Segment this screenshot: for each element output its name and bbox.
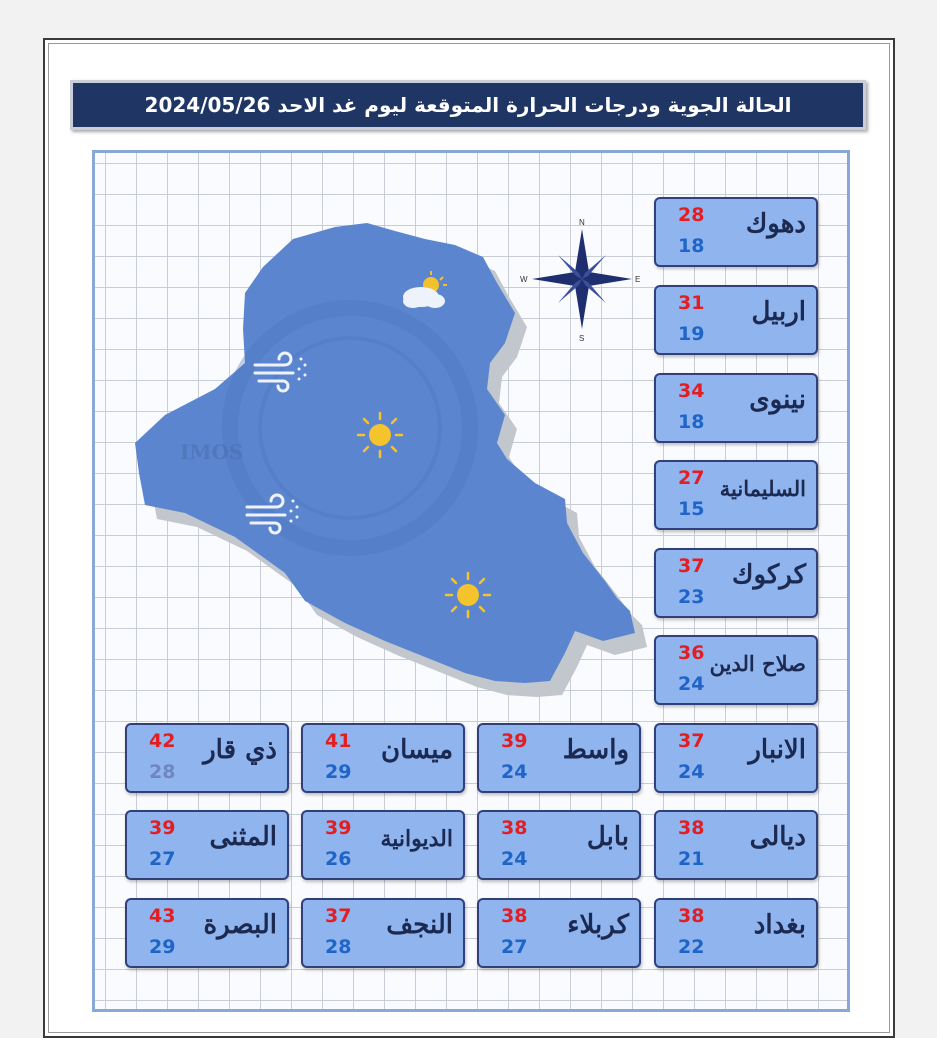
max-temp: 39 — [501, 730, 528, 752]
min-temp: 27 — [501, 936, 528, 958]
city-card — [477, 723, 641, 793]
min-temp: 26 — [325, 848, 352, 870]
min-temp: 22 — [678, 936, 705, 958]
city-name: الديوانية — [380, 826, 453, 852]
max-temp: 37 — [678, 555, 705, 577]
city-name: نينوى — [749, 385, 806, 415]
min-temp: 23 — [678, 586, 705, 608]
city-card — [477, 898, 641, 968]
min-temp: 28 — [149, 761, 176, 783]
max-temp: 38 — [678, 817, 705, 839]
city-card — [654, 197, 818, 267]
city-name: السليمانية — [719, 476, 806, 501]
max-temp: 39 — [325, 817, 352, 839]
title-text: الحالة الجوية ودرجات الحرارة المتوقعة ليوم غد الاحد 2024/05/26 — [144, 93, 792, 117]
city-name: بابل — [586, 822, 629, 852]
page-title — [70, 80, 866, 130]
sunny-icon — [358, 413, 402, 457]
max-temp: 38 — [501, 817, 528, 839]
min-temp: 29 — [149, 936, 176, 958]
city-card — [654, 285, 818, 355]
city-card — [125, 898, 289, 968]
min-temp: 29 — [325, 761, 352, 783]
max-temp: 42 — [149, 730, 176, 752]
min-temp: 18 — [678, 411, 705, 433]
min-temp: 18 — [678, 235, 705, 257]
min-temp: 24 — [678, 761, 705, 783]
city-card — [654, 548, 818, 618]
min-temp: 28 — [325, 936, 352, 958]
max-temp: 28 — [678, 204, 705, 226]
watermark-text: IMOS — [180, 440, 244, 464]
sunny-icon — [446, 573, 490, 617]
city-card — [125, 810, 289, 880]
city-name: الانبار — [748, 735, 806, 765]
city-name: كركوك — [732, 560, 806, 590]
min-temp: 24 — [501, 761, 528, 783]
city-card — [301, 723, 465, 793]
city-card — [654, 460, 818, 530]
max-temp: 43 — [149, 905, 176, 927]
max-temp: 31 — [678, 292, 705, 314]
city-name: دهوك — [745, 209, 806, 239]
max-temp: 38 — [501, 905, 528, 927]
min-temp: 27 — [149, 848, 176, 870]
city-name: ديالى — [749, 822, 806, 852]
min-temp: 24 — [678, 673, 705, 695]
compass-s: S — [579, 334, 585, 343]
city-card — [654, 723, 818, 793]
city-card — [654, 810, 818, 880]
city-name: المثنى — [209, 822, 277, 852]
city-card — [125, 723, 289, 793]
city-card — [301, 810, 465, 880]
city-name: النجف — [386, 910, 453, 940]
city-name: ميسان — [381, 735, 453, 765]
compass-n: N — [579, 218, 585, 227]
compass-e: E — [635, 275, 641, 284]
min-temp: 24 — [501, 848, 528, 870]
min-temp: 15 — [678, 498, 705, 520]
compass-rose-icon — [520, 218, 640, 343]
city-name: ذي قار — [203, 735, 277, 765]
max-temp: 34 — [678, 380, 705, 402]
city-name: البصرة — [203, 910, 277, 940]
max-temp: 27 — [678, 467, 705, 489]
compass-w: W — [520, 275, 528, 284]
max-temp: 41 — [325, 730, 352, 752]
city-name: اربيل — [751, 297, 806, 327]
city-card — [654, 635, 818, 705]
city-card — [477, 810, 641, 880]
city-name: كربلاء — [567, 910, 629, 940]
max-temp: 38 — [678, 905, 705, 927]
city-card — [654, 898, 818, 968]
min-temp: 19 — [678, 323, 705, 345]
city-card — [301, 898, 465, 968]
city-card — [654, 373, 818, 443]
max-temp: 36 — [678, 642, 705, 664]
city-name: صلاح الدين — [709, 651, 806, 676]
city-name: بغداد — [753, 910, 806, 940]
max-temp: 39 — [149, 817, 176, 839]
max-temp: 37 — [325, 905, 352, 927]
min-temp: 21 — [678, 848, 705, 870]
city-name: واسط — [562, 735, 629, 765]
max-temp: 37 — [678, 730, 705, 752]
